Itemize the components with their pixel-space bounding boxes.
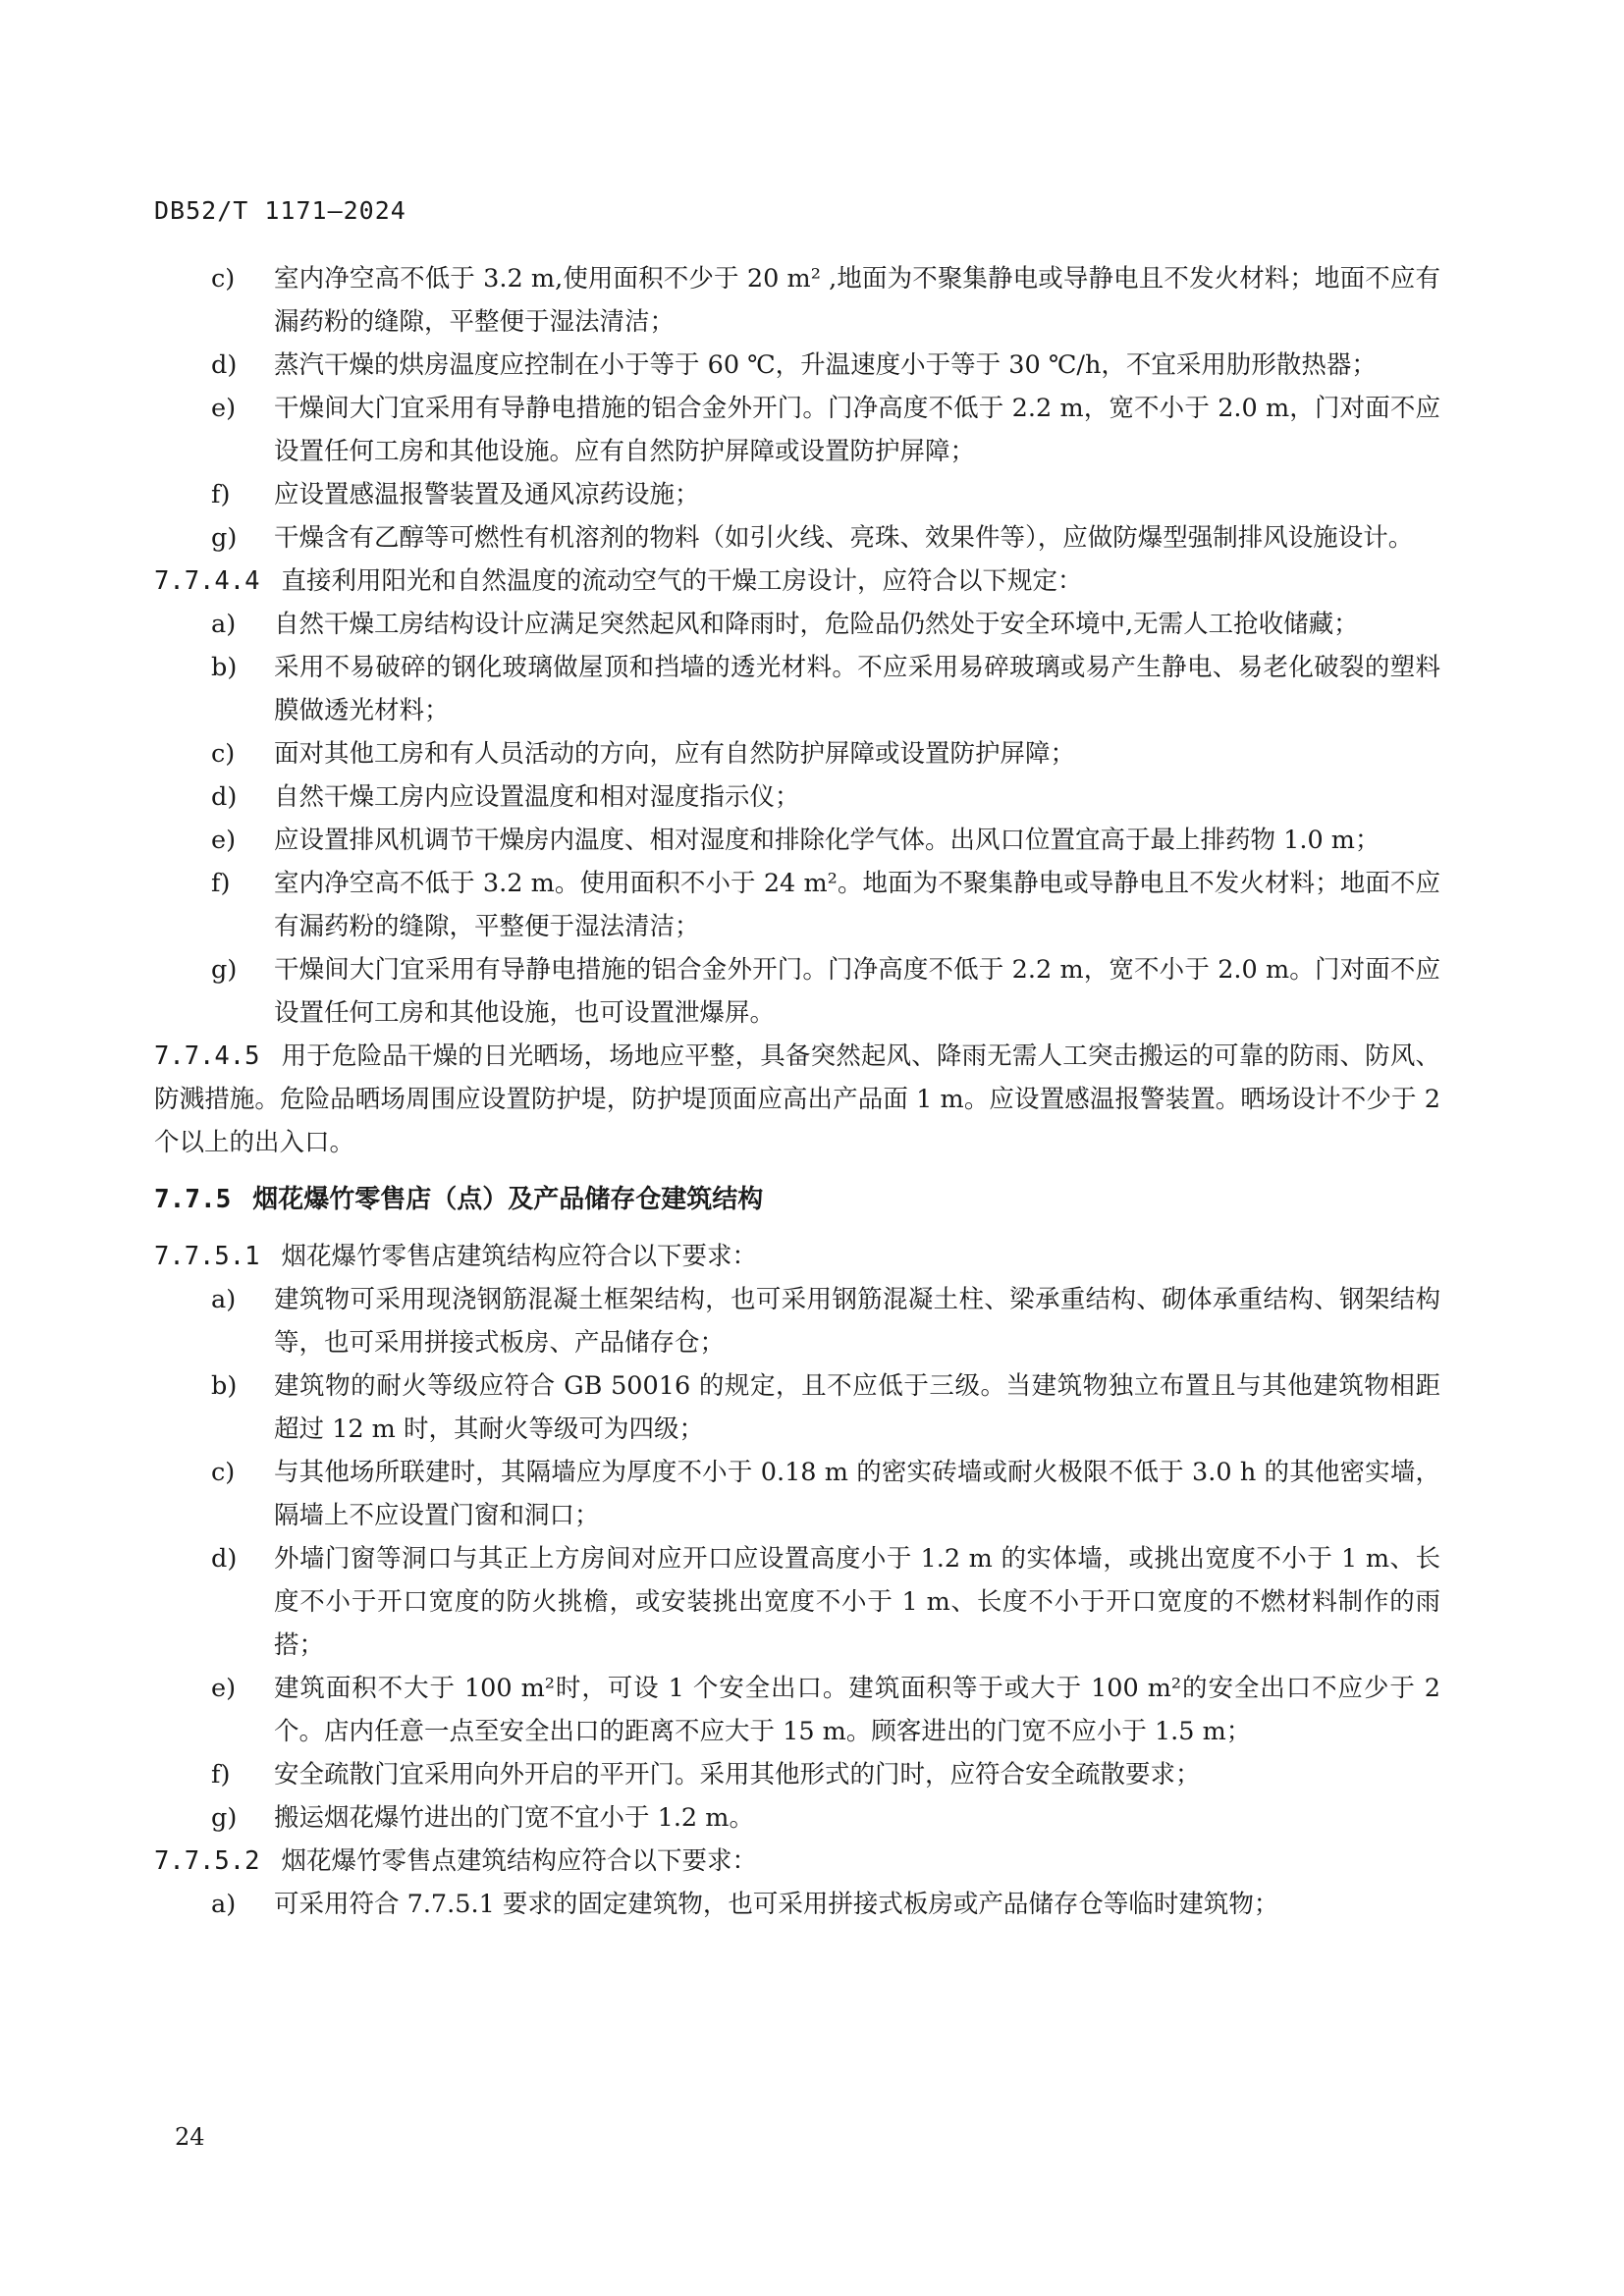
list-item xyxy=(154,603,1440,646)
list-item-text: 应设置感温报警装置及通风凉药设施； xyxy=(274,480,700,509)
list-item-text: 自然干燥工房结构设计应满足突然起风和降雨时，危险品仍然处于安全环境中,无需人工抢收储藏； xyxy=(274,610,1359,639)
list-item xyxy=(154,1796,1440,1840)
list-item-label: f) xyxy=(211,869,231,898)
list-item-label: g) xyxy=(211,1803,238,1833)
list-item-text: 面对其他工房和有人员活动的方向，应有自然防护屏障或设置防护屏障； xyxy=(274,739,1076,769)
list-item-text: 应设置排风机调节干燥房内温度、相对湿度和排除化学气体。出风口位置宜高于最上排药物 1.0 m； xyxy=(274,826,1380,855)
list-item-text: 蒸汽干燥的烘房温度应控制在小于等于 60 ℃，升温速度小于等于 30 ℃/h，不宜采用肋形散热器； xyxy=(274,350,1377,380)
list-item-label: b) xyxy=(211,1371,238,1401)
list-item xyxy=(154,257,1440,344)
list-item-text: 可采用符合 7.7.5.1 要求的固定建筑物，也可采用拼接式板房或产品储存仓等临时建筑物； xyxy=(274,1890,1279,1919)
list-item xyxy=(154,1667,1440,1753)
list-item xyxy=(154,516,1440,560)
clause-number: 7.7.5.2 xyxy=(154,1846,260,1876)
clause-text: 烟花爆竹零售店建筑结构应符合以下要求： xyxy=(281,1242,757,1271)
list-item xyxy=(154,1883,1440,1926)
list-item xyxy=(154,775,1440,819)
list-item-text: 建筑物可采用现浇钢筋混凝土框架结构，也可采用钢筋混凝土柱、梁承重结构、砌体承重结构、钢架结构等，也可采用拼接式板房、产品储存仓； xyxy=(274,1285,1440,1358)
list-item-label: g) xyxy=(211,955,238,985)
clause-number: 7.7.4.4 xyxy=(154,566,260,596)
list-item-label: c) xyxy=(211,1458,236,1487)
list-item xyxy=(154,862,1440,948)
list-item-label: f) xyxy=(211,480,231,509)
list-item-text: 采用不易破碎的钢化玻璃做屋顶和挡墙的透光材料。不应采用易碎玻璃或易产生静电、易老化破裂的塑料膜做透光材料； xyxy=(274,653,1440,725)
list-item xyxy=(154,473,1440,516)
list-item-label: a) xyxy=(211,1890,237,1919)
list-item-label: e) xyxy=(211,394,237,423)
list-item-text: 建筑物的耐火等级应符合 GB 50016 的规定，且不应低于三级。当建筑物独立布置且与其他建筑物相距超过 12 m 时，其耐火等级可为四级； xyxy=(274,1371,1440,1444)
list-item-text: 搬运烟花爆竹进出的门宽不宜小于 1.2 m。 xyxy=(274,1803,754,1833)
list-item-text: 建筑面积不大于 100 m²时，可设 1 个安全出口。建筑面积等于或大于 100 m²的安全出口不应少于 2 个。店内任意一点至安全出口的距离不应大于 15 m。顾客进出的门宽不应小于 1.5 m； xyxy=(274,1674,1440,1746)
clause-text: 直接利用阳光和自然温度的流动空气的干燥工房设计，应符合以下规定： xyxy=(281,566,1083,596)
list-item-label: b) xyxy=(211,653,238,682)
list-item-text: 自然干燥工房内应设置温度和相对湿度指示仪； xyxy=(274,782,800,812)
clause-text: 用于危险品干燥的日光晒场，场地应平整，具备突然起风、降雨无需人工突击搬运的可靠的防雨、防风、防溅措施。危险品晒场周围应设置防护堤，防护堤顶面应高出产品面 1 m。应设置感温报警装置。晒场设计不少于 2 个以上的出入口。 xyxy=(154,1041,1440,1157)
section-title: 烟花爆竹零售店（点）及产品储存仓建筑结构 xyxy=(252,1185,764,1214)
list-item-text: 室内净空高不低于 3.2 m,使用面积不少于 20 m² ,地面为不聚集静电或导静电且不发火材料；地面不应有漏药粉的缝隙，平整便于湿法清洁； xyxy=(274,264,1440,337)
list-drying-room-requirements xyxy=(154,257,1440,560)
list-item xyxy=(154,1364,1440,1451)
list-item xyxy=(154,948,1440,1035)
list-item-label: d) xyxy=(211,350,238,380)
list-item-text: 安全疏散门宜采用向外开启的平开门。采用其他形式的门时，应符合安全疏散要求； xyxy=(274,1760,1201,1789)
list-item-text: 干燥间大门宜采用有导静电措施的铝合金外开门。门净高度不低于 2.2 m，宽不小于 2.0 m，门对面不应设置任何工房和其他设施。应有自然防护屏障或设置防护屏障； xyxy=(274,394,1440,466)
standard-code-header: DB52/T 1171—2024 xyxy=(154,196,406,225)
clause-number: 7.7.4.5 xyxy=(154,1041,260,1071)
list-item xyxy=(154,1537,1440,1667)
list-item xyxy=(154,1278,1440,1364)
page-number: 24 xyxy=(175,2123,205,2151)
list-item-label: c) xyxy=(211,739,236,769)
list-retail-point-requirements xyxy=(154,1883,1440,1926)
list-item xyxy=(154,344,1440,387)
list-item xyxy=(154,646,1440,732)
list-item-label: g) xyxy=(211,523,238,553)
list-item-label: a) xyxy=(211,1285,237,1314)
list-item-text: 与其他场所联建时，其隔墙应为厚度不小于 0.18 m 的密实砖墙或耐火极限不低于 3.0 h 的其他密实墙，隔墙上不应设置门窗和洞口； xyxy=(274,1458,1440,1530)
clause-number: 7.7.5.1 xyxy=(154,1242,260,1271)
list-item-label: d) xyxy=(211,1544,238,1574)
list-item-label: a) xyxy=(211,610,237,639)
list-item-label: c) xyxy=(211,264,236,294)
list-item-text: 室内净空高不低于 3.2 m。使用面积不小于 24 m²。地面为不聚集静电或导静电且不发火材料；地面不应有漏药粉的缝隙，平整便于湿法清洁； xyxy=(274,869,1440,941)
list-item-label: e) xyxy=(211,826,237,855)
list-item-label: d) xyxy=(211,782,238,812)
list-item-text: 干燥含有乙醇等可燃性有机溶剂的物料（如引火线、亮珠、效果件等），应做防爆型强制排风设施设计。 xyxy=(274,523,1414,553)
list-item xyxy=(154,387,1440,473)
clause-text: 烟花爆竹零售点建筑结构应符合以下要求： xyxy=(281,1846,757,1876)
clause-7-7-4-5 xyxy=(154,1035,1440,1164)
clause-7-7-5-1 xyxy=(154,1235,1440,1278)
list-item xyxy=(154,1753,1440,1796)
list-item-label: f) xyxy=(211,1760,231,1789)
list-item xyxy=(154,1451,1440,1537)
list-natural-drying-requirements xyxy=(154,603,1440,1035)
clause-7-7-5-2 xyxy=(154,1840,1440,1883)
clause-7-7-4-4 xyxy=(154,560,1440,603)
list-item-text: 干燥间大门宜采用有导静电措施的铝合金外开门。门净高度不低于 2.2 m，宽不小于 2.0 m。门对面不应设置任何工房和其他设施，也可设置泄爆屏。 xyxy=(274,955,1440,1028)
page-content xyxy=(154,257,1440,1926)
section-number: 7.7.5 xyxy=(154,1185,232,1214)
list-item xyxy=(154,819,1440,862)
list-item-text: 外墙门窗等洞口与其正上方房间对应开口应设置高度小于 1.2 m 的实体墙，或挑出宽度不小于 1 m、长度不小于开口宽度的防火挑檐，或安装挑出宽度不小于 1 m、长度不小于开口宽度的不燃材料制作的雨搭； xyxy=(274,1544,1440,1660)
list-item xyxy=(154,732,1440,775)
list-item-label: e) xyxy=(211,1674,237,1703)
section-heading-7-7-5 xyxy=(154,1178,1440,1221)
list-retail-store-requirements xyxy=(154,1278,1440,1840)
